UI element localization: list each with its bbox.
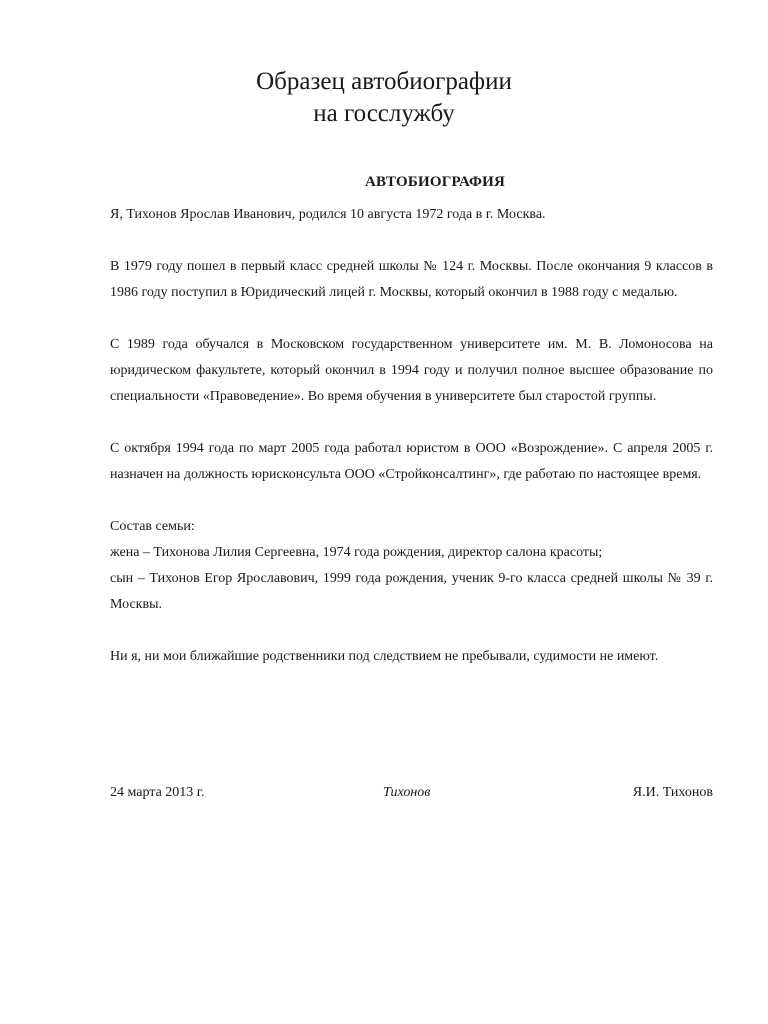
section-heading: АВТОБИОГРАФИЯ	[364, 174, 506, 190]
document-title	[0, 66, 768, 130]
family-label: Состав семьи:	[110, 519, 195, 534]
document-body	[110, 202, 713, 670]
education-university-paragraph: С 1989 года обучался в Московском государственном университете им. М. В. Ломоносова на юридическом факультете, который окончил в 1994 году и получил полное высшее образование по специальности «Правоведение». Во время обучения в университете был старостой группы.	[110, 337, 713, 404]
family-wife: жена – Тихонова Лилия Сергеевна, 1974 года рождения, директор салона красоты;	[110, 545, 603, 560]
family-son: сын – Тихонов Егор Ярославович, 1999 года рождения, ученик 9-го класса средней школы № 39 г. Москвы.	[110, 571, 713, 612]
intro-paragraph: Я, Тихонов Ярослав Иванович, родился 10 августа 1972 года в г. Москва.	[110, 207, 546, 222]
title-line-2: на госслужбу	[313, 100, 455, 127]
employment-paragraph: С октября 1994 года по март 2005 года работал юристом в ООО «Возрождение». С апреля 2005 г. назначен на должность юрисконсульта ООО «Стройконсалтинг», где работаю по настоящее время.	[110, 441, 713, 482]
handwritten-signature: Тихонов	[383, 785, 431, 800]
education-school-paragraph: В 1979 году пошел в первый класс средней школы № 124 г. Москвы. После окончания 9 классов в 1986 году поступил в Юридический лицей г. Москвы, который окончил в 1988 году с медалью.	[110, 259, 713, 300]
signature-date: 24 марта 2013 г.	[110, 785, 205, 800]
closing-paragraph: Ни я, ни мои ближайшие родственники под следствием не пребывали, судимости не имеют.	[110, 649, 659, 664]
signatory-name: Я.И. Тихонов	[632, 785, 713, 800]
title-line-1: Образец автобиографии	[256, 68, 512, 95]
signature-row	[110, 780, 713, 806]
